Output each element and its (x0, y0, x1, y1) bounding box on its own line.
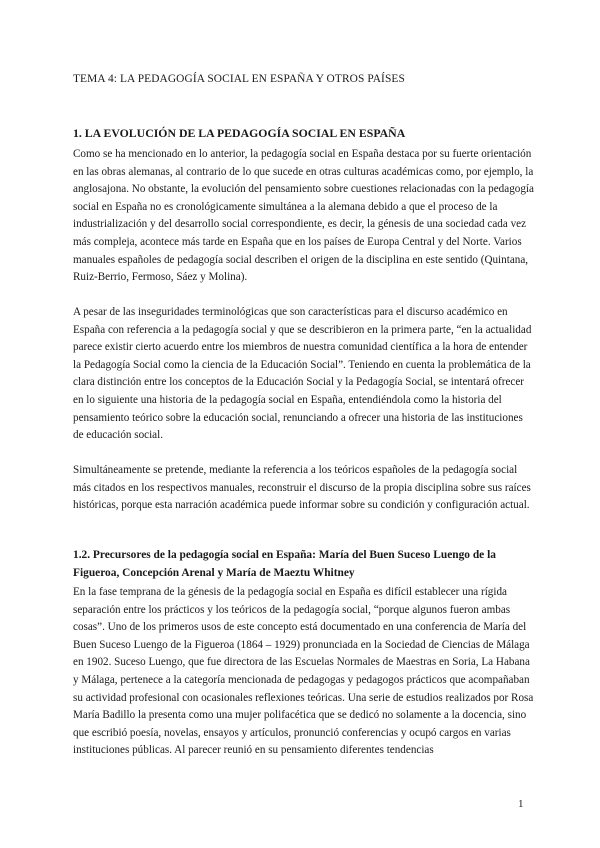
page-number: 1 (518, 798, 524, 810)
document-title: TEMA 4: LA PEDAGOGÍA SOCIAL EN ESPAÑA Y OTROS PAÍSES (73, 73, 405, 85)
section-1-paragraph-1: Como se ha mencionado en lo anterior, la pedagogía social en España destaca por su fuerte orientación en las obras alemanas, al contrario de lo que sucede en otras culturas académicas como, por ejemplo, la anglosajona. No obstante, la evolución del pensamiento sobre cuestiones relacionadas con la pedagogía social en España no es cronológicamente simultánea a la alemana debido a que el proceso de la industrialización y del desarrollo social correspondiente, es decir, la génesis de una sociedad cada vez más compleja, acontece más tarde en España que en los países de Europa Central y del Norte. Varios manuales españoles de pedagogía social describen el origen de la disciplina en este sentido (Quintana, Ruiz-Berrio, Fermoso, Sáez y Molina). (73, 148, 534, 284)
section-1-heading: 1. LA EVOLUCIÓN DE LA PEDAGOGÍA SOCIAL EN ESPAÑA (73, 126, 406, 140)
section-2-heading: 1.2. Precursores de la pedagogía social en España: María del Buen Suceso Luengo de la Figueroa, Concepción Arenal y María de Maeztu Whitney (73, 549, 496, 579)
section-1-paragraph-3: Simultáneamente se pretende, mediante la referencia a los teóricos españoles de la pedagogía social más citados en los respectivos manuales, reconstruir el discurso de la propia disciplina sobre sus raíces históricas, porque esta narración académica puede informar sobre su condición y configuración actual. (73, 464, 531, 512)
section-2-paragraph: En la fase temprana de la génesis de la pedagogía social en España es difícil establecer una rígida separación entre los prácticos y los teóricos de la pedagogía social, “porque algunos fueron ambas cosas”. Uno de los primeros usos de este concepto está documentado en una conferencia de María del Buen Suceso Luengo de la Figueroa (1864 – 1929) pronunciada en la Sociedad de Ciencias de Málaga en 1902. Suceso Luengo, que fue directora de las Escuelas Normales de Maestras en Soria, La Habana y Málaga, pertenece a la categoría mencionada de pedagogas y pedagogos prácticos que acompañaban su actividad profesional con ocasionales reflexiones teóricas. Una serie de estudios realizados por Rosa María Badillo la presenta como una mujer polifacética que se dedicó no solamente a la docencia, sino que escribió poesía, novelas, ensayos y artículos, pronunció conferencias y ocupó cargos en varias instituciones públicas. Al parecer reunió en su pensamiento diferentes tendencias (73, 586, 534, 757)
section-1-paragraph-2: A pesar de las inseguridades terminológicas que son características para el discurso académico en España con referencia a la pedagogía social y que se describieron en la primera parte, “en la actualidad parece existir cierto acuerdo entre los miembros de nuestra comunidad científica a la hora de entender la Pedagogía Social como la ciencia de la Educación Social”. Teniendo en cuenta la problemática de la clara distinción entre los conceptos de la Educación Social y la Pedagogía Social, se intentará ofrecer en lo siguiente una historia de la pedagogía social en España, entendiéndola como la historia del pensamiento teórico sobre la educación social, renunciando a ofrecer una historia de las instituciones de educación social. (73, 306, 532, 442)
